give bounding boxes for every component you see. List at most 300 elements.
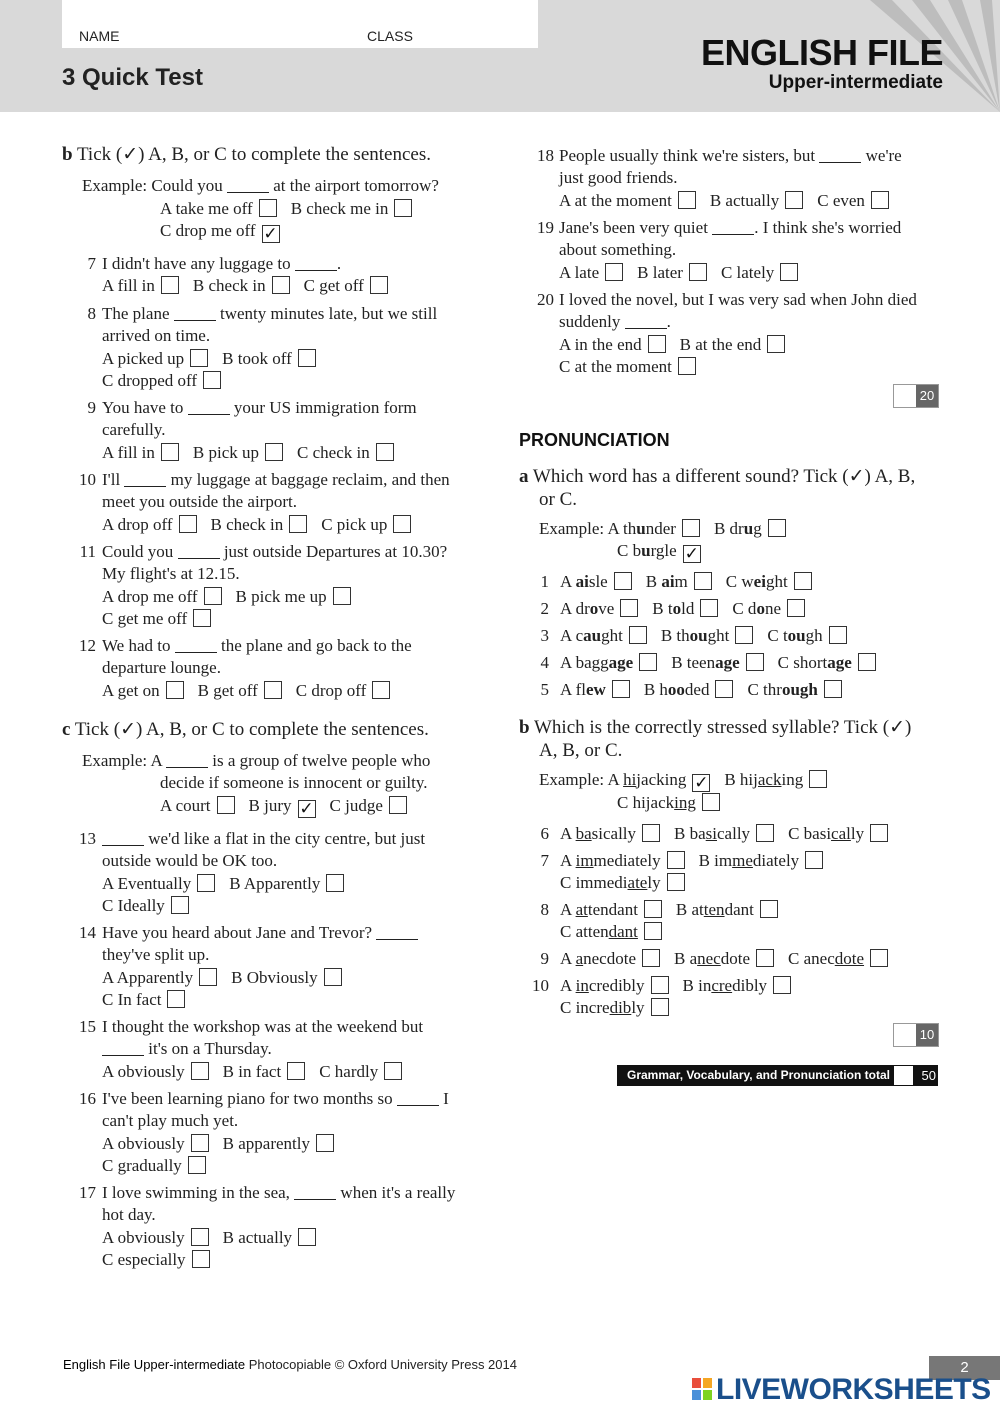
answer-checkbox[interactable]: ✓: [299, 799, 314, 819]
option-label: B drug: [713, 519, 762, 538]
option-label: B jury: [248, 796, 292, 815]
text-line: [102, 514, 411, 536]
answer-checkbox[interactable]: [858, 653, 876, 671]
text-line: [102, 303, 437, 325]
text: when it's a really: [336, 1183, 456, 1202]
text-line: [102, 370, 221, 392]
option-label: C shortage: [777, 653, 852, 672]
option-label: B Obviously: [231, 968, 318, 987]
answer-checkbox[interactable]: [785, 191, 803, 209]
instruction: Tick (✓) A, B, or C to complete the sentences.: [72, 144, 431, 165]
text-line: [539, 769, 827, 792]
answer-checkbox[interactable]: [191, 1228, 209, 1246]
marked-part: u: [636, 519, 646, 538]
text-line: [102, 1227, 316, 1249]
answer-checkbox[interactable]: [265, 443, 283, 461]
answer-checkbox[interactable]: [667, 851, 685, 869]
marked-part: me: [732, 851, 753, 870]
answer-checkbox[interactable]: [605, 263, 623, 281]
answer-checkbox[interactable]: [372, 681, 390, 699]
text: my luggage at baggage reclaim, and then: [166, 470, 450, 489]
question-number: 11: [79, 542, 96, 561]
text-line: [102, 1038, 272, 1060]
answer-blank: [819, 146, 861, 163]
score-entry[interactable]: [894, 385, 916, 407]
text-line: [82, 750, 430, 772]
answer-checkbox[interactable]: [370, 276, 388, 294]
option-label: C hardly: [319, 1062, 379, 1081]
liveworksheets-logo-icon: [692, 1378, 712, 1400]
answer-checkbox[interactable]: [715, 680, 733, 698]
answer-checkbox[interactable]: [824, 680, 842, 698]
option-label: C burgle: [617, 541, 677, 560]
option-label: B actually: [222, 1228, 293, 1247]
answer-checkbox[interactable]: [648, 335, 666, 353]
answer-checkbox[interactable]: [651, 976, 669, 994]
section-letter: b: [519, 717, 530, 738]
text: we'd like a flat in the city centre, but just: [144, 829, 426, 848]
answer-checkbox[interactable]: [768, 519, 786, 537]
answer-checkbox[interactable]: [871, 191, 889, 209]
text-line: [82, 175, 439, 197]
question-number: 7: [87, 254, 96, 273]
question-number: 14: [79, 923, 96, 942]
text-line: [560, 921, 662, 943]
text-line: [160, 220, 280, 243]
answer-checkbox[interactable]: [384, 1062, 402, 1080]
option-label: A at the moment: [559, 191, 672, 210]
option-label: C tough: [767, 626, 823, 645]
marked-part: dant: [608, 922, 638, 941]
marked-part: in: [575, 976, 589, 995]
answer-checkbox[interactable]: [188, 1156, 206, 1174]
answer-checkbox[interactable]: [809, 770, 827, 788]
answer-blank: [295, 254, 337, 271]
option-label: B apparently: [222, 1134, 310, 1153]
text-line: [102, 348, 316, 370]
instruction: Tick (✓) A, B, or C to complete the sentences.: [70, 719, 429, 740]
marked-part: u: [641, 541, 651, 560]
question-number: 19: [537, 218, 554, 237]
text-line: [102, 1133, 334, 1155]
answer-checkbox[interactable]: [298, 349, 316, 367]
option-label: A obviously: [102, 1228, 185, 1247]
answer-checkbox[interactable]: [620, 599, 638, 617]
text-line: [560, 679, 842, 701]
option-label: B incredibly: [682, 976, 768, 995]
answer-checkbox[interactable]: [298, 1228, 316, 1246]
option-label: C Ideally: [102, 896, 165, 915]
text: I love swimming in the sea,: [102, 1183, 295, 1202]
marked-part: au: [583, 626, 602, 645]
liveworksheets-watermark: LIVEWORKSHEETS: [716, 1373, 991, 1406]
marked-part: age: [608, 653, 634, 672]
option-label: B hooded: [643, 680, 710, 699]
answer-checkbox[interactable]: [204, 587, 222, 605]
answer-checkbox[interactable]: [166, 681, 184, 699]
answer-checkbox[interactable]: [787, 599, 805, 617]
marked-part: a: [575, 949, 584, 968]
answer-checkbox[interactable]: [167, 990, 185, 1008]
question-number: 7: [540, 851, 549, 870]
text: Example: Could you: [82, 176, 227, 195]
name-class-box: [62, 0, 538, 48]
marked-part: ew: [585, 680, 606, 699]
option-label: A court: [160, 796, 211, 815]
answer-checkbox[interactable]: [780, 263, 798, 281]
text: . I think she's worried: [754, 218, 902, 237]
option-label: C check in: [297, 443, 370, 462]
text: can't play much yet.: [102, 1111, 239, 1130]
option-label: A anecdote: [560, 949, 636, 968]
text-line: [102, 275, 388, 297]
answer-checkbox[interactable]: [203, 371, 221, 389]
answer-checkbox[interactable]: [171, 896, 189, 914]
marked-part: ai: [661, 572, 675, 591]
answer-blank: [625, 312, 667, 329]
option-label: C done: [732, 599, 781, 618]
text: at the airport tomorrow?: [268, 176, 439, 195]
question-number: 13: [79, 829, 96, 848]
answer-checkbox[interactable]: [678, 191, 696, 209]
text-line: [102, 563, 240, 585]
option-label: A drove: [560, 599, 615, 618]
answer-checkbox[interactable]: [746, 653, 764, 671]
question-number: 15: [79, 1017, 96, 1036]
answer-blank: [174, 304, 216, 321]
section-letter: b: [62, 144, 73, 165]
text-line: [560, 823, 888, 845]
text-line: [102, 989, 185, 1011]
text-line: [617, 792, 720, 814]
option-label: A in the end: [559, 335, 642, 354]
text: Have you heard about Jane and Trevor?: [102, 923, 377, 942]
answer-checkbox[interactable]: [193, 609, 211, 627]
footer: [63, 1357, 517, 1372]
text-line: [559, 356, 696, 378]
question-number: 6: [540, 824, 549, 843]
text-line: [102, 325, 210, 347]
score-box-pron: [893, 1023, 939, 1047]
marked-part: nec: [697, 949, 721, 968]
marked-part: ou: [787, 626, 806, 645]
answer-checkbox[interactable]: [642, 949, 660, 967]
option-label: C drop me off: [160, 221, 256, 240]
marked-part: o: [756, 599, 765, 618]
option-label: B check in: [210, 515, 284, 534]
text-line: [102, 657, 221, 679]
answer-checkbox[interactable]: [773, 976, 791, 994]
text-line: [102, 850, 277, 872]
option-label: B check me in: [290, 199, 389, 218]
text-line: [102, 635, 412, 657]
answer-checkbox[interactable]: [756, 949, 774, 967]
footer-copyright: Photocopiable © Oxford University Press 2014: [245, 1357, 517, 1372]
option-label: A incredibly: [560, 976, 645, 995]
text: Could you: [102, 542, 178, 561]
question-number: 9: [540, 949, 549, 968]
text-line: [560, 652, 876, 674]
marked-part: ou: [689, 626, 708, 645]
marked-part: cal: [831, 824, 851, 843]
marked-part: dib: [609, 998, 632, 1017]
text-line: [102, 1204, 156, 1226]
score-max: 20: [916, 385, 938, 407]
option-label: C pick up: [321, 515, 388, 534]
option-label: C attendant: [560, 922, 638, 941]
answer-checkbox[interactable]: [179, 515, 197, 533]
answer-checkbox[interactable]: [694, 572, 712, 590]
option-label: A immediately: [560, 851, 661, 870]
question-number: 2: [540, 599, 549, 618]
answer-checkbox[interactable]: [805, 851, 823, 869]
text: decide if someone is innocent or guilty.: [160, 773, 428, 792]
text-line: [102, 491, 297, 513]
option-label: B get off: [197, 681, 258, 700]
answer-checkbox[interactable]: [702, 793, 720, 811]
option-label: C hijacking: [617, 793, 696, 812]
text: departure lounge.: [102, 658, 221, 677]
text-line: [102, 1061, 402, 1083]
marked-part: oo: [667, 680, 685, 699]
marked-part: hi: [623, 770, 637, 789]
text-line: [102, 469, 450, 491]
text: Example:: [539, 519, 608, 538]
option-label: A late: [559, 263, 600, 282]
answer-blank: [376, 923, 418, 940]
text: My flight's at 12.15.: [102, 564, 240, 583]
option-label: A flew: [560, 680, 606, 699]
answer-checkbox[interactable]: [700, 599, 718, 617]
text-line: [560, 899, 778, 921]
answer-checkbox[interactable]: [192, 1250, 210, 1268]
text: outside would be OK too.: [102, 851, 278, 870]
option-label: C In fact: [102, 990, 162, 1009]
text-line: [560, 571, 812, 593]
answer-checkbox[interactable]: [287, 1062, 305, 1080]
text-line: [102, 967, 342, 989]
marked-part: ough: [781, 680, 818, 699]
option-label: B Apparently: [229, 874, 321, 893]
option-label: C drop off: [295, 681, 367, 700]
text: meet you outside the airport.: [102, 492, 297, 511]
text: Jane's been very quiet: [559, 218, 713, 237]
score-entry[interactable]: [894, 1024, 916, 1046]
option-label: C even: [817, 191, 865, 210]
brand-level: Upper-intermediate: [768, 72, 943, 93]
marked-part: si: [705, 824, 718, 843]
answer-checkbox[interactable]: [639, 653, 657, 671]
name-label: NAME: [79, 28, 120, 44]
answer-checkbox[interactable]: [612, 680, 630, 698]
answer-checkbox[interactable]: [190, 349, 208, 367]
text-line: [560, 625, 847, 647]
text-line: [560, 598, 805, 620]
option-label: A obviously: [102, 1134, 185, 1153]
question-number: 20: [537, 290, 554, 309]
section-c-heading: [62, 718, 429, 742]
answer-checkbox[interactable]: [199, 968, 217, 986]
option-label: B pick me up: [235, 587, 327, 606]
text-line: [102, 1182, 455, 1204]
option-label: A aisle: [560, 572, 608, 591]
answer-checkbox[interactable]: [197, 874, 215, 892]
answer-blank: [294, 1183, 336, 1200]
text-line: [102, 586, 351, 608]
answer-checkbox[interactable]: [259, 199, 277, 217]
section-b-heading: [62, 143, 431, 167]
text-line: [102, 873, 344, 895]
marked-part: age: [827, 653, 852, 672]
text-line: [102, 895, 189, 917]
answer-blank: [175, 636, 217, 653]
page-number: 2: [929, 1356, 1000, 1380]
footer-title: English File Upper-intermediate: [63, 1357, 246, 1372]
marked-part: ai: [575, 572, 589, 591]
answer-checkbox[interactable]: [767, 335, 785, 353]
answer-checkbox[interactable]: ✓: [694, 773, 709, 793]
answer-checkbox[interactable]: [324, 968, 342, 986]
question-number: 16: [79, 1089, 96, 1108]
answer-checkbox[interactable]: [217, 796, 235, 814]
total-label: Grammar, Vocabulary, and Pronunciation total: [627, 1068, 890, 1082]
score-max: 10: [916, 1024, 938, 1046]
text-line: [559, 167, 678, 189]
answer-checkbox[interactable]: [161, 443, 179, 461]
answer-checkbox[interactable]: [870, 824, 888, 842]
answer-checkbox[interactable]: [870, 949, 888, 967]
option-label: B basically: [674, 824, 751, 843]
brand: [701, 34, 943, 94]
pron-a-heading: [519, 465, 915, 489]
text: I loved the novel, but I was very sad when John died: [559, 290, 917, 309]
class-label: CLASS: [367, 28, 413, 44]
option-label: A Apparently: [102, 968, 194, 987]
answer-checkbox[interactable]: [629, 626, 647, 644]
answer-checkbox[interactable]: [651, 998, 669, 1016]
text-line: [559, 289, 917, 311]
answer-checkbox[interactable]: ✓: [684, 544, 699, 564]
section-letter: a: [519, 466, 529, 487]
marked-part: u: [743, 519, 754, 538]
text-line: [559, 239, 676, 261]
option-label: C incredibly: [560, 998, 645, 1017]
text-line: [560, 872, 685, 894]
text: arrived on time.: [102, 326, 211, 345]
answer-checkbox[interactable]: [376, 443, 394, 461]
answer-checkbox[interactable]: [644, 900, 662, 918]
answer-checkbox[interactable]: [191, 1134, 209, 1152]
answer-checkbox[interactable]: [760, 900, 778, 918]
text-line: [160, 795, 407, 818]
answer-checkbox[interactable]: [316, 1134, 334, 1152]
total-bar: [617, 1065, 938, 1086]
answer-blank: [102, 1039, 144, 1056]
answer-checkbox[interactable]: [272, 276, 290, 294]
option-label: A drop off: [102, 515, 173, 534]
answer-checkbox[interactable]: [389, 796, 407, 814]
text: your US immigration form: [229, 398, 417, 417]
answer-checkbox[interactable]: [289, 515, 307, 533]
answer-checkbox[interactable]: [161, 276, 179, 294]
text-line: [102, 1110, 238, 1132]
option-label: A obviously: [102, 1062, 185, 1081]
pronunciation-heading: PRONUNCIATION: [519, 430, 670, 450]
option-label: A thunder: [607, 519, 676, 538]
answer-checkbox[interactable]: [678, 357, 696, 375]
text: they've split up.: [102, 945, 210, 964]
text: I thought the workshop was at the weekend but: [102, 1017, 424, 1036]
answer-blank: [178, 542, 220, 559]
option-label: B in fact: [222, 1062, 282, 1081]
answer-checkbox[interactable]: [689, 263, 707, 281]
answer-checkbox[interactable]: [333, 587, 351, 605]
answer-checkbox[interactable]: [682, 519, 700, 537]
answer-checkbox[interactable]: [794, 572, 812, 590]
text-line: [539, 518, 786, 540]
marked-part: dote: [834, 949, 865, 968]
answer-checkbox[interactable]: ✓: [263, 224, 278, 244]
option-label: A drop me off: [102, 587, 198, 606]
answer-checkbox[interactable]: [326, 874, 344, 892]
answer-checkbox[interactable]: [756, 824, 774, 842]
marked-part: o: [589, 599, 599, 618]
text-line: [560, 975, 791, 997]
answer-blank: [397, 1089, 439, 1106]
text-line: [559, 334, 785, 356]
answer-checkbox[interactable]: [667, 873, 685, 891]
option-label: C basically: [788, 824, 865, 843]
option-label: C through: [747, 680, 818, 699]
text-line: [559, 145, 902, 167]
answer-checkbox[interactable]: [829, 626, 847, 644]
marked-part: im: [575, 851, 594, 870]
text: You have to: [102, 398, 188, 417]
answer-checkbox[interactable]: [735, 626, 753, 644]
total-entry[interactable]: [894, 1066, 913, 1085]
marked-part: jack: [753, 770, 782, 789]
text-line: [617, 540, 701, 563]
text-line: [560, 997, 669, 1019]
answer-checkbox[interactable]: [642, 824, 660, 842]
text: just good friends.: [559, 168, 678, 187]
option-label: A fill in: [102, 443, 155, 462]
text-line: [102, 1016, 423, 1038]
option-label: B hijacking: [724, 770, 804, 789]
option-label: C dropped off: [102, 371, 198, 390]
option-label: C weight: [725, 572, 788, 591]
question-number: 10: [532, 976, 549, 995]
answer-checkbox[interactable]: [264, 681, 282, 699]
text-line: [559, 217, 901, 239]
option-label: B told: [652, 599, 695, 618]
text: carefully.: [102, 420, 166, 439]
answer-checkbox[interactable]: [393, 515, 411, 533]
option-label: A hijacking: [607, 770, 687, 789]
option-label: B immediately: [698, 851, 800, 870]
text: Example:: [539, 770, 608, 789]
text: .: [336, 254, 342, 273]
instruction: Which is the correctly stressed syllable? Tick (✓): [529, 717, 912, 738]
answer-checkbox[interactable]: [644, 922, 662, 940]
answer-checkbox[interactable]: [394, 199, 412, 217]
option-label: A attendant: [560, 900, 638, 919]
pron-b-heading: [519, 716, 911, 740]
text: People usually think we're sisters, but: [559, 146, 820, 165]
option-label: C at the moment: [559, 357, 672, 376]
answer-checkbox[interactable]: [614, 572, 632, 590]
answer-checkbox[interactable]: [191, 1062, 209, 1080]
